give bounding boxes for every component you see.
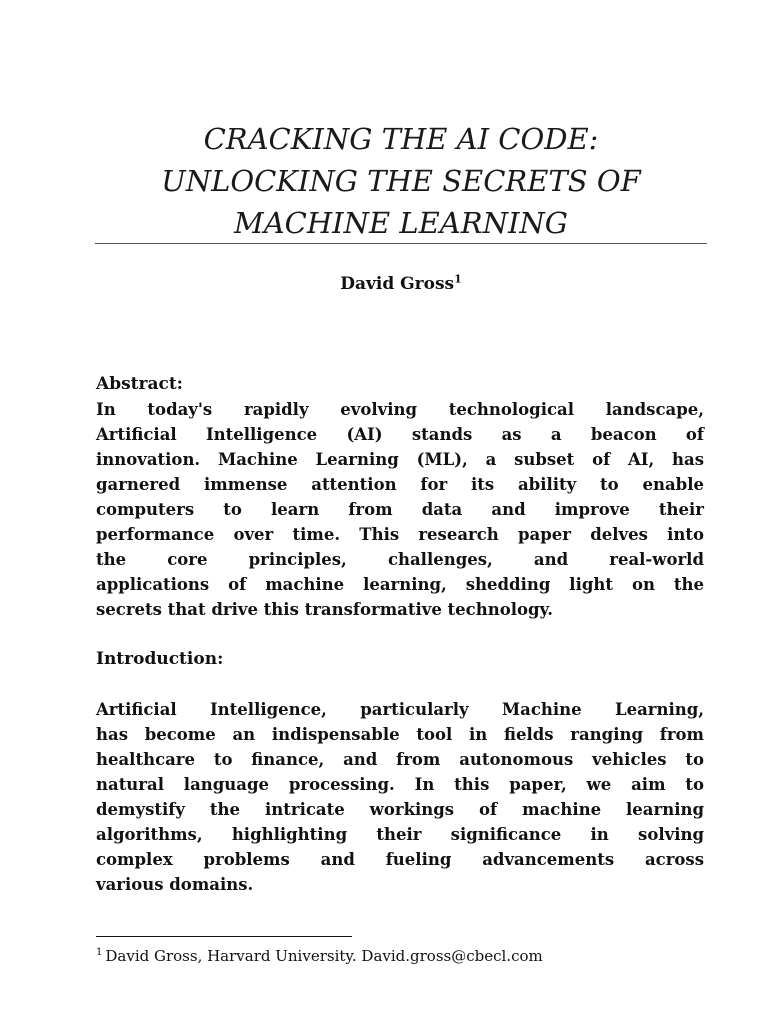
introduction-line: demystify the intricate workings of machine learning bbox=[96, 800, 704, 819]
introduction-line: complex problems and fueling advancements across bbox=[96, 850, 704, 869]
abstract-line: In today's rapidly evolving technological landscape, bbox=[96, 400, 704, 419]
abstract-line: secrets that drive this transformative technology. bbox=[96, 600, 553, 619]
introduction-line: healthcare to finance, and from autonomous vehicles to bbox=[96, 750, 704, 769]
title-line: CRACKING THE AI CODE: bbox=[203, 122, 599, 156]
title-line: UNLOCKING THE SECRETS OF bbox=[161, 164, 641, 198]
abstract-line: innovation. Machine Learning (ML), a subset of AI, has bbox=[96, 450, 704, 469]
abstract-line: performance over time. This research paper delves into bbox=[96, 525, 704, 544]
footnote-divider bbox=[96, 936, 352, 937]
author-line bbox=[96, 272, 706, 296]
author-name: David Gross bbox=[340, 274, 455, 294]
abstract-line: applications of machine learning, shedding light on the bbox=[96, 575, 704, 594]
paper-title bbox=[96, 118, 706, 244]
footnote bbox=[96, 944, 543, 968]
author-footnote-marker: 1 bbox=[454, 272, 462, 286]
abstract-line: the core principles, challenges, and real-world bbox=[96, 550, 704, 569]
introduction-heading: Introduction: bbox=[96, 649, 224, 669]
footnote-marker: 1 bbox=[96, 947, 103, 958]
introduction-line: algorithms, highlighting their significance in solving bbox=[96, 825, 704, 844]
abstract-body bbox=[96, 397, 704, 622]
introduction-line: has become an indispensable tool in fields ranging from bbox=[96, 725, 704, 744]
title-line: MACHINE LEARNING bbox=[234, 206, 568, 240]
abstract-line: computers to learn from data and improve their bbox=[96, 500, 704, 519]
abstract-line: garnered immense attention for its ability to enable bbox=[96, 475, 704, 494]
footnote-text: David Gross, Harvard University. David.gross@cbecl.com bbox=[105, 947, 543, 965]
abstract-heading: Abstract: bbox=[96, 374, 183, 394]
title-divider bbox=[95, 243, 707, 244]
introduction-line: Artificial Intelligence, particularly Machine Learning, bbox=[96, 700, 704, 719]
introduction-line: natural language processing. In this paper, we aim to bbox=[96, 775, 704, 794]
introduction-body bbox=[96, 697, 704, 897]
abstract-line: Artificial Intelligence (AI) stands as a beacon of bbox=[96, 425, 704, 444]
introduction-line: various domains. bbox=[96, 875, 254, 894]
